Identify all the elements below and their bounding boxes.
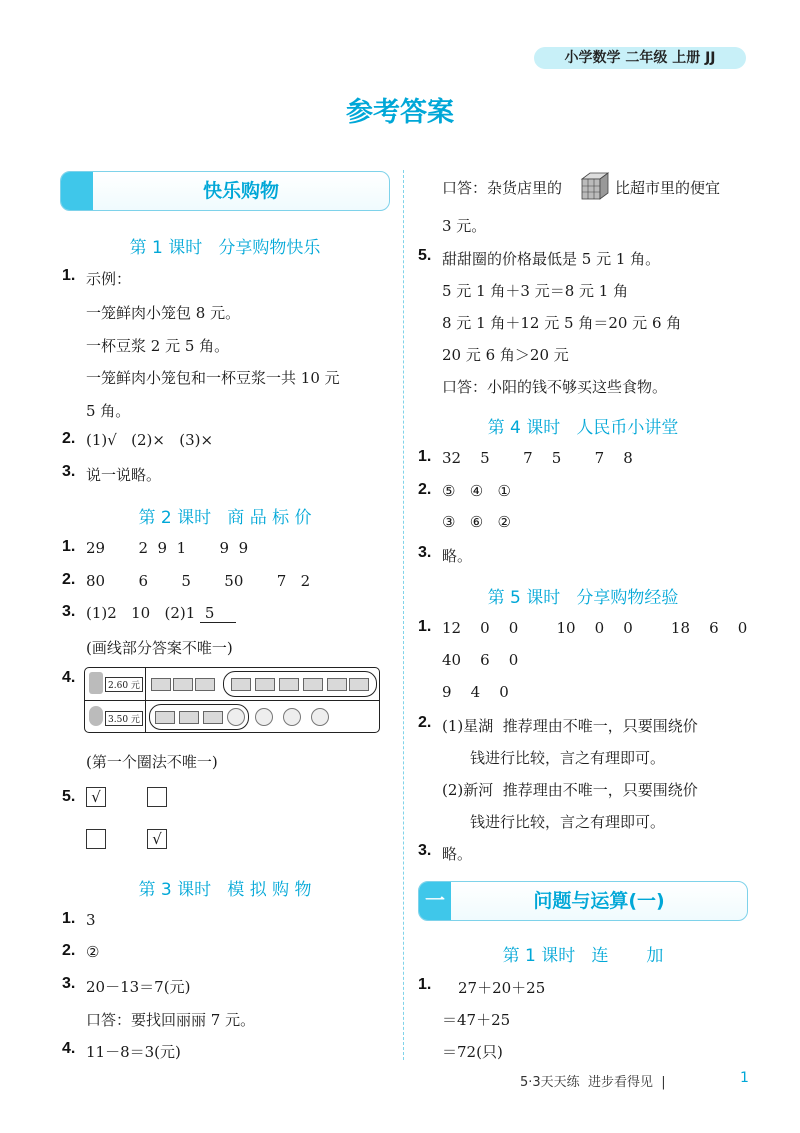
answer-line: (1)星湖 推荐理由不唯一，只要围绕价	[442, 717, 698, 735]
page-number: 1	[740, 1070, 749, 1086]
banknote-icon	[279, 678, 299, 691]
question-number: 2.	[62, 942, 76, 959]
answer-line: 27＋20＋25	[458, 979, 546, 997]
answer-line: ⑤ ④ ①	[442, 482, 511, 500]
banknote-icon	[303, 678, 323, 691]
question-number: 1.	[62, 538, 76, 555]
answer-line: 示例：	[86, 270, 132, 288]
answer-line: (2)新河 推荐理由不唯一，只要围绕价	[442, 781, 698, 799]
banknote-icon	[195, 678, 215, 691]
answer-line: 3	[86, 911, 96, 929]
answer-note: (画线部分答案不唯一)	[86, 639, 233, 657]
question-number: 5.	[62, 788, 76, 805]
question-number: 3.	[62, 975, 76, 992]
figure-row-divider	[85, 700, 379, 701]
answer-line: 一笼鲜肉小笼包 8 元。	[86, 304, 241, 322]
answer-line: 5 元 1 角＋3 元＝8 元 1 角	[442, 282, 629, 300]
checkbox-answer: √	[147, 829, 167, 849]
answer-line: 32 5 7 5 7 8	[442, 449, 633, 467]
answer-line: (1)√ (2)× (3)×	[86, 431, 214, 449]
question-number: 2.	[418, 714, 432, 731]
lesson-title: 第 3 课时 模 拟 购 物	[138, 880, 312, 900]
question-number: 5.	[418, 247, 432, 264]
unit-banner	[60, 171, 390, 211]
answer-line: 3 元。	[442, 217, 487, 235]
banknote-icon	[151, 678, 171, 691]
banknote-icon	[179, 711, 199, 724]
question-number: 3.	[62, 603, 76, 620]
coin-icon	[227, 708, 245, 726]
price-tag: 3.50 元	[105, 711, 143, 726]
answer-line: ②	[86, 943, 100, 961]
question-number: 3.	[418, 544, 432, 561]
banknote-icon	[349, 678, 369, 691]
checkbox-answer	[147, 787, 167, 807]
banner-title: 快乐购物	[202, 180, 279, 202]
question-number: 2.	[418, 481, 432, 498]
coin-icon	[311, 708, 329, 726]
banner-title: 问题与运算(一)	[533, 890, 665, 912]
lesson-title: 第 1 课时 分享购物快乐	[129, 238, 321, 258]
question-number: 1.	[418, 618, 432, 635]
lesson-title: 第 5 课时 分享购物经验	[487, 588, 679, 608]
answer-line: 5 角。	[86, 402, 131, 420]
banknote-icon	[255, 678, 275, 691]
answer-line: ＝47＋25	[442, 1011, 511, 1029]
answer-line: 12 0 0 10 0 0 18 6 0	[442, 619, 748, 637]
answer-line: 钱进行比较，言之有理即可。	[470, 749, 666, 767]
answer-line: 略。	[442, 845, 473, 863]
answer-line: 说一说略。	[86, 466, 162, 484]
banner-tab	[61, 172, 93, 210]
question-number: 1.	[418, 448, 432, 465]
coin-icon	[283, 708, 301, 726]
answer-line: 9 4 0	[442, 683, 509, 701]
question-number: 3.	[62, 463, 76, 480]
question-number: 1.	[62, 910, 76, 927]
column-divider	[403, 170, 404, 1060]
answer-line: 20 元 6 角＞20 元	[442, 346, 569, 364]
banknote-icon	[173, 678, 193, 691]
answer-line: 一笼鲜肉小笼包和一杯豆浆一共 10 元	[86, 369, 340, 387]
banknote-icon	[231, 678, 251, 691]
question-number: 1.	[62, 267, 76, 284]
question-number: 2.	[62, 430, 76, 447]
figure-col-divider	[145, 668, 146, 732]
banknote-icon	[155, 711, 175, 724]
answer-line: 20－13＝7(元)	[86, 978, 191, 996]
underline-mark	[200, 622, 236, 623]
unit-banner	[418, 881, 748, 921]
answer-line: ③ ⑥ ②	[442, 513, 511, 531]
banner-tab: 一	[419, 882, 451, 920]
price-tag: 2.60 元	[105, 677, 143, 692]
lesson-title: 第 2 课时 商 品 标 价	[138, 508, 312, 528]
answer-line: 一杯豆浆 2 元 5 角。	[86, 337, 230, 355]
answer-line: 8 元 1 角＋12 元 5 角＝20 元 6 角	[442, 314, 682, 332]
page-title: 参考答案	[346, 97, 454, 128]
answer-line: 略。	[442, 547, 473, 565]
checkbox-answer	[86, 829, 106, 849]
answer-line: 11－8＝3(元)	[86, 1043, 181, 1061]
question-number: 1.	[418, 976, 432, 993]
cube-stack-icon	[580, 171, 610, 201]
goods-icon	[89, 672, 103, 694]
answer-line: 40 6 0	[442, 651, 519, 669]
answer-line: 甜甜圈的价格最低是 5 元 1 角。	[442, 250, 661, 268]
checkbox-answer: √	[86, 787, 106, 807]
question-number: 2.	[62, 571, 76, 588]
coin-icon	[255, 708, 273, 726]
answer-line: 29 2 9 1 9 9	[86, 539, 249, 557]
answer-line: ＝72(只)	[442, 1043, 503, 1061]
answer-line: 比超市里的便宜	[615, 179, 721, 197]
lesson-title: 第 4 课时 人民币小讲堂	[487, 418, 679, 438]
question-number: 3.	[418, 842, 432, 859]
question-number: 4.	[62, 1040, 76, 1057]
header-tag: 小学数学 二年级 上册 JJ	[534, 47, 746, 69]
banknote-icon	[203, 711, 223, 724]
answer-line: 口答：要找回丽丽 7 元。	[86, 1011, 256, 1029]
banknote-icon	[327, 678, 347, 691]
money-figure	[84, 667, 380, 733]
lesson-title: 第 1 课时 连 加	[502, 946, 664, 966]
answer-line: 口答：杂货店里的	[442, 179, 563, 197]
answer-line: 口答：小阳的钱不够买这些食物。	[442, 378, 668, 396]
answer-line: 钱进行比较，言之有理即可。	[470, 813, 666, 831]
question-number: 4.	[62, 669, 76, 686]
goods-icon	[89, 706, 103, 726]
answer-line: 80 6 5 50 7 2	[86, 572, 311, 590]
footer-text: 5·3天天练 进步看得见 |	[520, 1075, 666, 1090]
answer-note: (第一个圈法不唯一)	[86, 753, 218, 771]
answer-line: (1)2 10 (2)1 5	[86, 604, 215, 622]
